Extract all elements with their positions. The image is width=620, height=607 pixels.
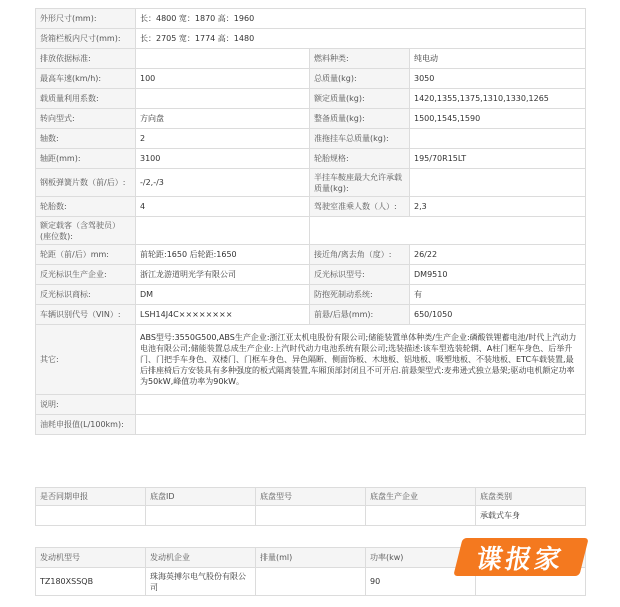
spec-row [36,89,586,109]
watermark-text: 谍报家 [474,544,567,575]
spec-row [36,245,586,265]
spec-label: 额定质量(kg): [310,89,410,109]
spec-value: 3100 [136,149,310,169]
spec-row [36,285,586,305]
spec-row [36,149,586,169]
spec-value: 有 [410,285,586,305]
spec-label: 轮距（前/后）mm: [36,245,136,265]
other-text: ABS型号:3550G500,ABS生产企业:浙江亚太机电股份有限公司;储能装置单体种类/生产企业:磷酸铁锂蓄电池/时代上汽动力电池有限公司;储能装置总成生产企业:上汽时代动力电池系统有限公司;选装描述:该车型选装轮辋、A柱门框车身色、后举升门、门把手车身色、双楼门、门框车身色、异色隔断、侧面饰板、木地板、铝地板、吸塑地板、不装地板、ETC车载装置,最后排座椅后方安装具有多种强度的板式隔离装置,车厢顶部封闭且不可开启.前悬架型式:麦弗逊式独立悬架;驱动电机额定功率为50kW,峰值功率为90kW。 [136,325,586,395]
spec-label: 额定载客（含驾驶员）(座位数): [36,217,136,245]
spec-label: 接近角/离去角（度）: [310,245,410,265]
spec-value: 纯电动 [410,49,586,69]
spec-row [36,49,586,69]
spec-row [36,69,586,89]
spec-label: 反光标识生产企业: [36,265,136,285]
spec-label: 总质量(kg): [310,69,410,89]
engine-cell: TZ180XSSQB [36,568,146,596]
chassis-cell [36,506,146,526]
spec-row [36,129,586,149]
fuel-value [136,415,586,435]
spec-label: 轮胎数: [36,197,136,217]
spec-value: 长：2705 宽：1774 高：1480 [136,29,586,49]
chassis-header: 底盘生产企业 [366,488,476,506]
fuel-label: 油耗申报值(L/100km): [36,415,136,435]
spec-label: 外形尺寸(mm): [36,9,136,29]
spec-value: 2 [136,129,310,149]
spec-value: 浙江龙游道明光学有限公司 [136,265,310,285]
spec-row [36,109,586,129]
spec-label: 货箱栏板内尺寸(mm): [36,29,136,49]
chassis-cell: 承载式车身 [476,506,586,526]
spec-value [136,217,310,245]
spec-value: 方向盘 [136,109,310,129]
chassis-cell [366,506,476,526]
spec-label: 防抱死制动系统: [310,285,410,305]
spec-row [36,197,586,217]
chassis-header: 是否同期申报 [36,488,146,506]
engine-header: 排量(ml) [256,548,366,568]
spec-label: 转向型式: [36,109,136,129]
spec-value [136,89,310,109]
note-label: 说明: [36,395,136,415]
other-label: 其它: [36,325,136,395]
spec-label: 反光标识商标: [36,285,136,305]
spec-value [410,129,586,149]
spec-value: 2,3 [410,197,586,217]
spec-row [36,9,586,29]
engine-cell: 90 [366,568,476,596]
spec-value: 195/70R15LT [410,149,586,169]
spec-label: 前悬/后悬(mm): [310,305,410,325]
spec-value: 26/22 [410,245,586,265]
spec-row [36,29,586,49]
spec-value: 1420,1355,1375,1310,1330,1265 [410,89,586,109]
spec-row [36,169,586,197]
spec-value: -/2,-/3 [136,169,310,197]
spec-value: LSH14J4C×××××××× [136,305,310,325]
spec-label: 轮胎规格: [310,149,410,169]
spec-label: 钢板弹簧片数（前/后）: [36,169,136,197]
engine-header: 发动机企业 [146,548,256,568]
spec-value: 前轮距:1650 后轮距:1650 [136,245,310,265]
chassis-cell [146,506,256,526]
chassis-header: 底盘型号 [256,488,366,506]
engine-cell: 珠海英搏尔电气股份有限公司 [146,568,256,596]
note-value [136,395,586,415]
spec-label: 最高车速(km/h): [36,69,136,89]
spec-label: 载质量利用系数: [36,89,136,109]
watermark-logo [453,538,588,576]
engine-header: 发动机型号 [36,548,146,568]
spec-label: 排放依据标准: [36,49,136,69]
spec-row [36,217,586,245]
spec-value: 4 [136,197,310,217]
spec-label: 整备质量(kg): [310,109,410,129]
spec-value: 1500,1545,1590 [410,109,586,129]
spec-empty-cell [310,217,586,245]
spec-row [36,265,586,285]
spec-value [410,169,586,197]
spec-value: DM9510 [410,265,586,285]
spec-value: 100 [136,69,310,89]
spec-value: 长：4800 宽：1870 高：1960 [136,9,586,29]
engine-cell [256,568,366,596]
spec-label: 轴距(mm): [36,149,136,169]
spec-label: 准拖挂车总质量(kg): [310,129,410,149]
spec-value: 3050 [410,69,586,89]
spec-table [35,8,586,435]
spec-label: 驾驶室准乘人数（人）: [310,197,410,217]
spec-label: 燃料种类: [310,49,410,69]
chassis-table [35,487,586,526]
spec-label: 反光标识型号: [310,265,410,285]
spec-value: DM [136,285,310,305]
spec-label: 车辆识别代号（VIN）: [36,305,136,325]
spec-row [36,305,586,325]
chassis-header: 底盘ID [146,488,256,506]
spec-label: 轴数: [36,129,136,149]
spec-value [136,49,310,69]
spec-label: 半挂车鞍座最大允许承载质量(kg): [310,169,410,197]
engine-header: 功率(kw) [366,548,476,568]
spec-value: 650/1050 [410,305,586,325]
chassis-header: 底盘类别 [476,488,586,506]
chassis-cell [256,506,366,526]
